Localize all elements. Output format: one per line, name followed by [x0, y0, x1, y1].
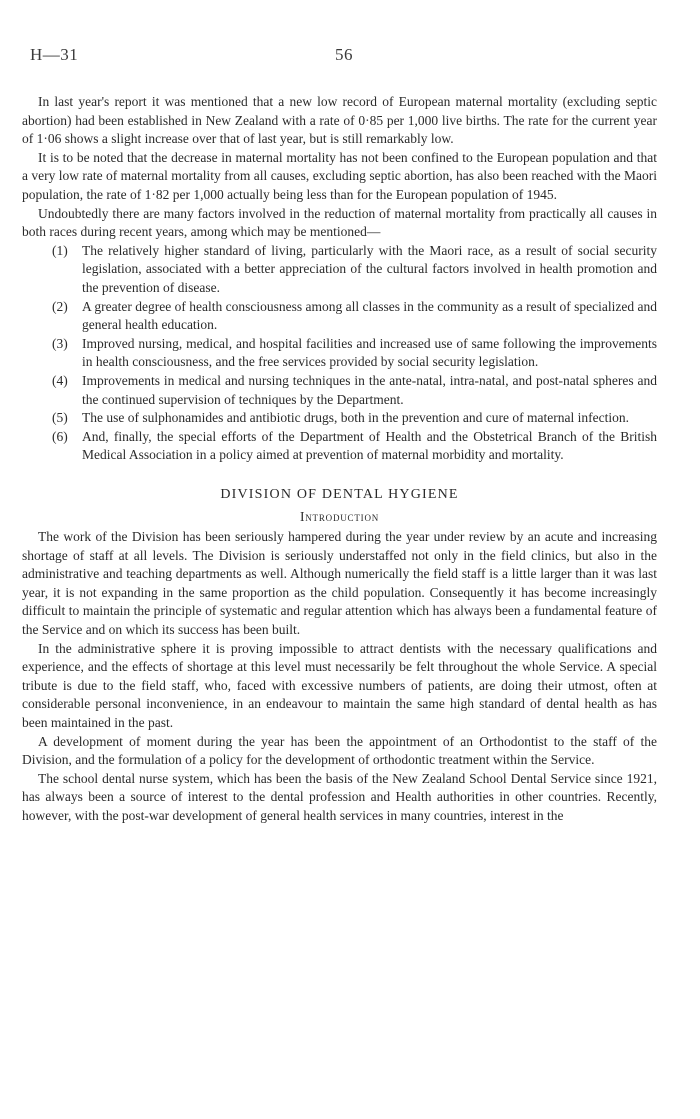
section-heading: Introduction [299, 509, 380, 525]
list-item [22, 372, 657, 409]
body-text [22, 93, 657, 826]
list-number: (4) [52, 372, 68, 388]
list-item-text: The use of sulphonamides and antibiotic drugs, both in the prevention and cure of maternal infection. [82, 410, 629, 426]
paragraph: In last year's report it was mentioned that a new low record of European maternal mortality (excluding septic abortion) had been established in New Zealand with a rate of 0·85 per 1,000 live births. The rate for the current year of 1·06 shows a slight increase over that of last year, but is still remarkably low. [22, 94, 657, 147]
factors-list [22, 242, 657, 465]
list-item [22, 409, 657, 428]
list-number: (3) [52, 335, 68, 351]
list-number: (1) [52, 242, 68, 258]
paragraph: The school dental nurse system, which has been the basis of the New Zealand School Dental Service since 1921, has always been a source of interest to the dental profession and Health authorities in other countries. Recently, however, with the post-war development of general health services in many countries, interest in the [22, 770, 657, 823]
list-item-text: Improved nursing, medical, and hospital facilities and increased use of same following the improvements in health consciousness, and the free services provided by social security legislation. [82, 335, 657, 370]
list-item-text: A greater degree of health consciousness among all classes in the community as a result of specialized and general health education. [82, 298, 657, 333]
list-item-text: The relatively higher standard of living, particularly with the Maori race, as a result of social security legislation, associated with a better appreciation of the cultural factors involved in health promotion and the prevention of disease. [82, 242, 657, 295]
list-item [22, 335, 657, 372]
paragraph: Undoubtedly there are many factors involved in the reduction of maternal mortality from practically all causes in both races during recent years, among which may be mentioned— [22, 205, 657, 240]
list-item [22, 428, 657, 465]
list-number: (5) [52, 410, 68, 426]
page-number: 56 [335, 45, 353, 64]
running-header [22, 46, 657, 66]
list-number: (2) [52, 298, 68, 314]
list-number: (6) [52, 428, 68, 444]
list-item [22, 298, 657, 335]
paragraph: It is to be noted that the decrease in maternal mortality has not been confined to the European population and that a very low rate of maternal mortality from all causes, excluding septic abortion, has also been reached with the Maori population, the rate of 1·82 per 1,000 actually being less than for the European population of 1945. [22, 149, 657, 202]
paragraph: The work of the Division has been seriously hampered during the year under review by an acute and increasing shortage of staff at all levels. The Division is seriously understaffed not only in the field clinics, but also in the administrative and teaching departments as well. Although numerically the field staff is a little larger than it was last year, it is not expanding in the same proportion as the child population. Consequently it has become increasingly difficult to maintain the principle of systematic and regular attention which has always been a fundamental feature of the Service and on which its success has been built. [22, 529, 657, 638]
paragraph: In the administrative sphere it is proving impossible to attract dentists with the necessary qualifications and experience, and the effects of shortage at this level must necessarily be felt throughout the whole Service. A special tribute is due to the field staff, who, faced with excessive numbers of patients, are doing their utmost, often at considerable personal inconvenience, in an endeavour to maintain the same high standard of dental health as has been maintained in the past. [22, 640, 657, 730]
list-item-text: And, finally, the special efforts of the Department of Health and the Obstetrical Branch of the British Medical Association in a policy aimed at prevention of maternal morbidity and mortality. [82, 428, 657, 463]
paragraph: A development of moment during the year has been the appointment of an Orthodontist to the staff of the Division, and the formulation of a policy for the development of orthodontic treatment within the Service. [22, 733, 657, 768]
division-title: DIVISION OF DENTAL HYGIENE [220, 486, 459, 502]
list-item-text: Improvements in medical and nursing techniques in the ante-natal, intra-natal, and post-natal spheres and the continued supervision of techniques by the Department. [82, 372, 657, 407]
report-code: H—31 [30, 45, 79, 64]
list-item [22, 242, 657, 298]
